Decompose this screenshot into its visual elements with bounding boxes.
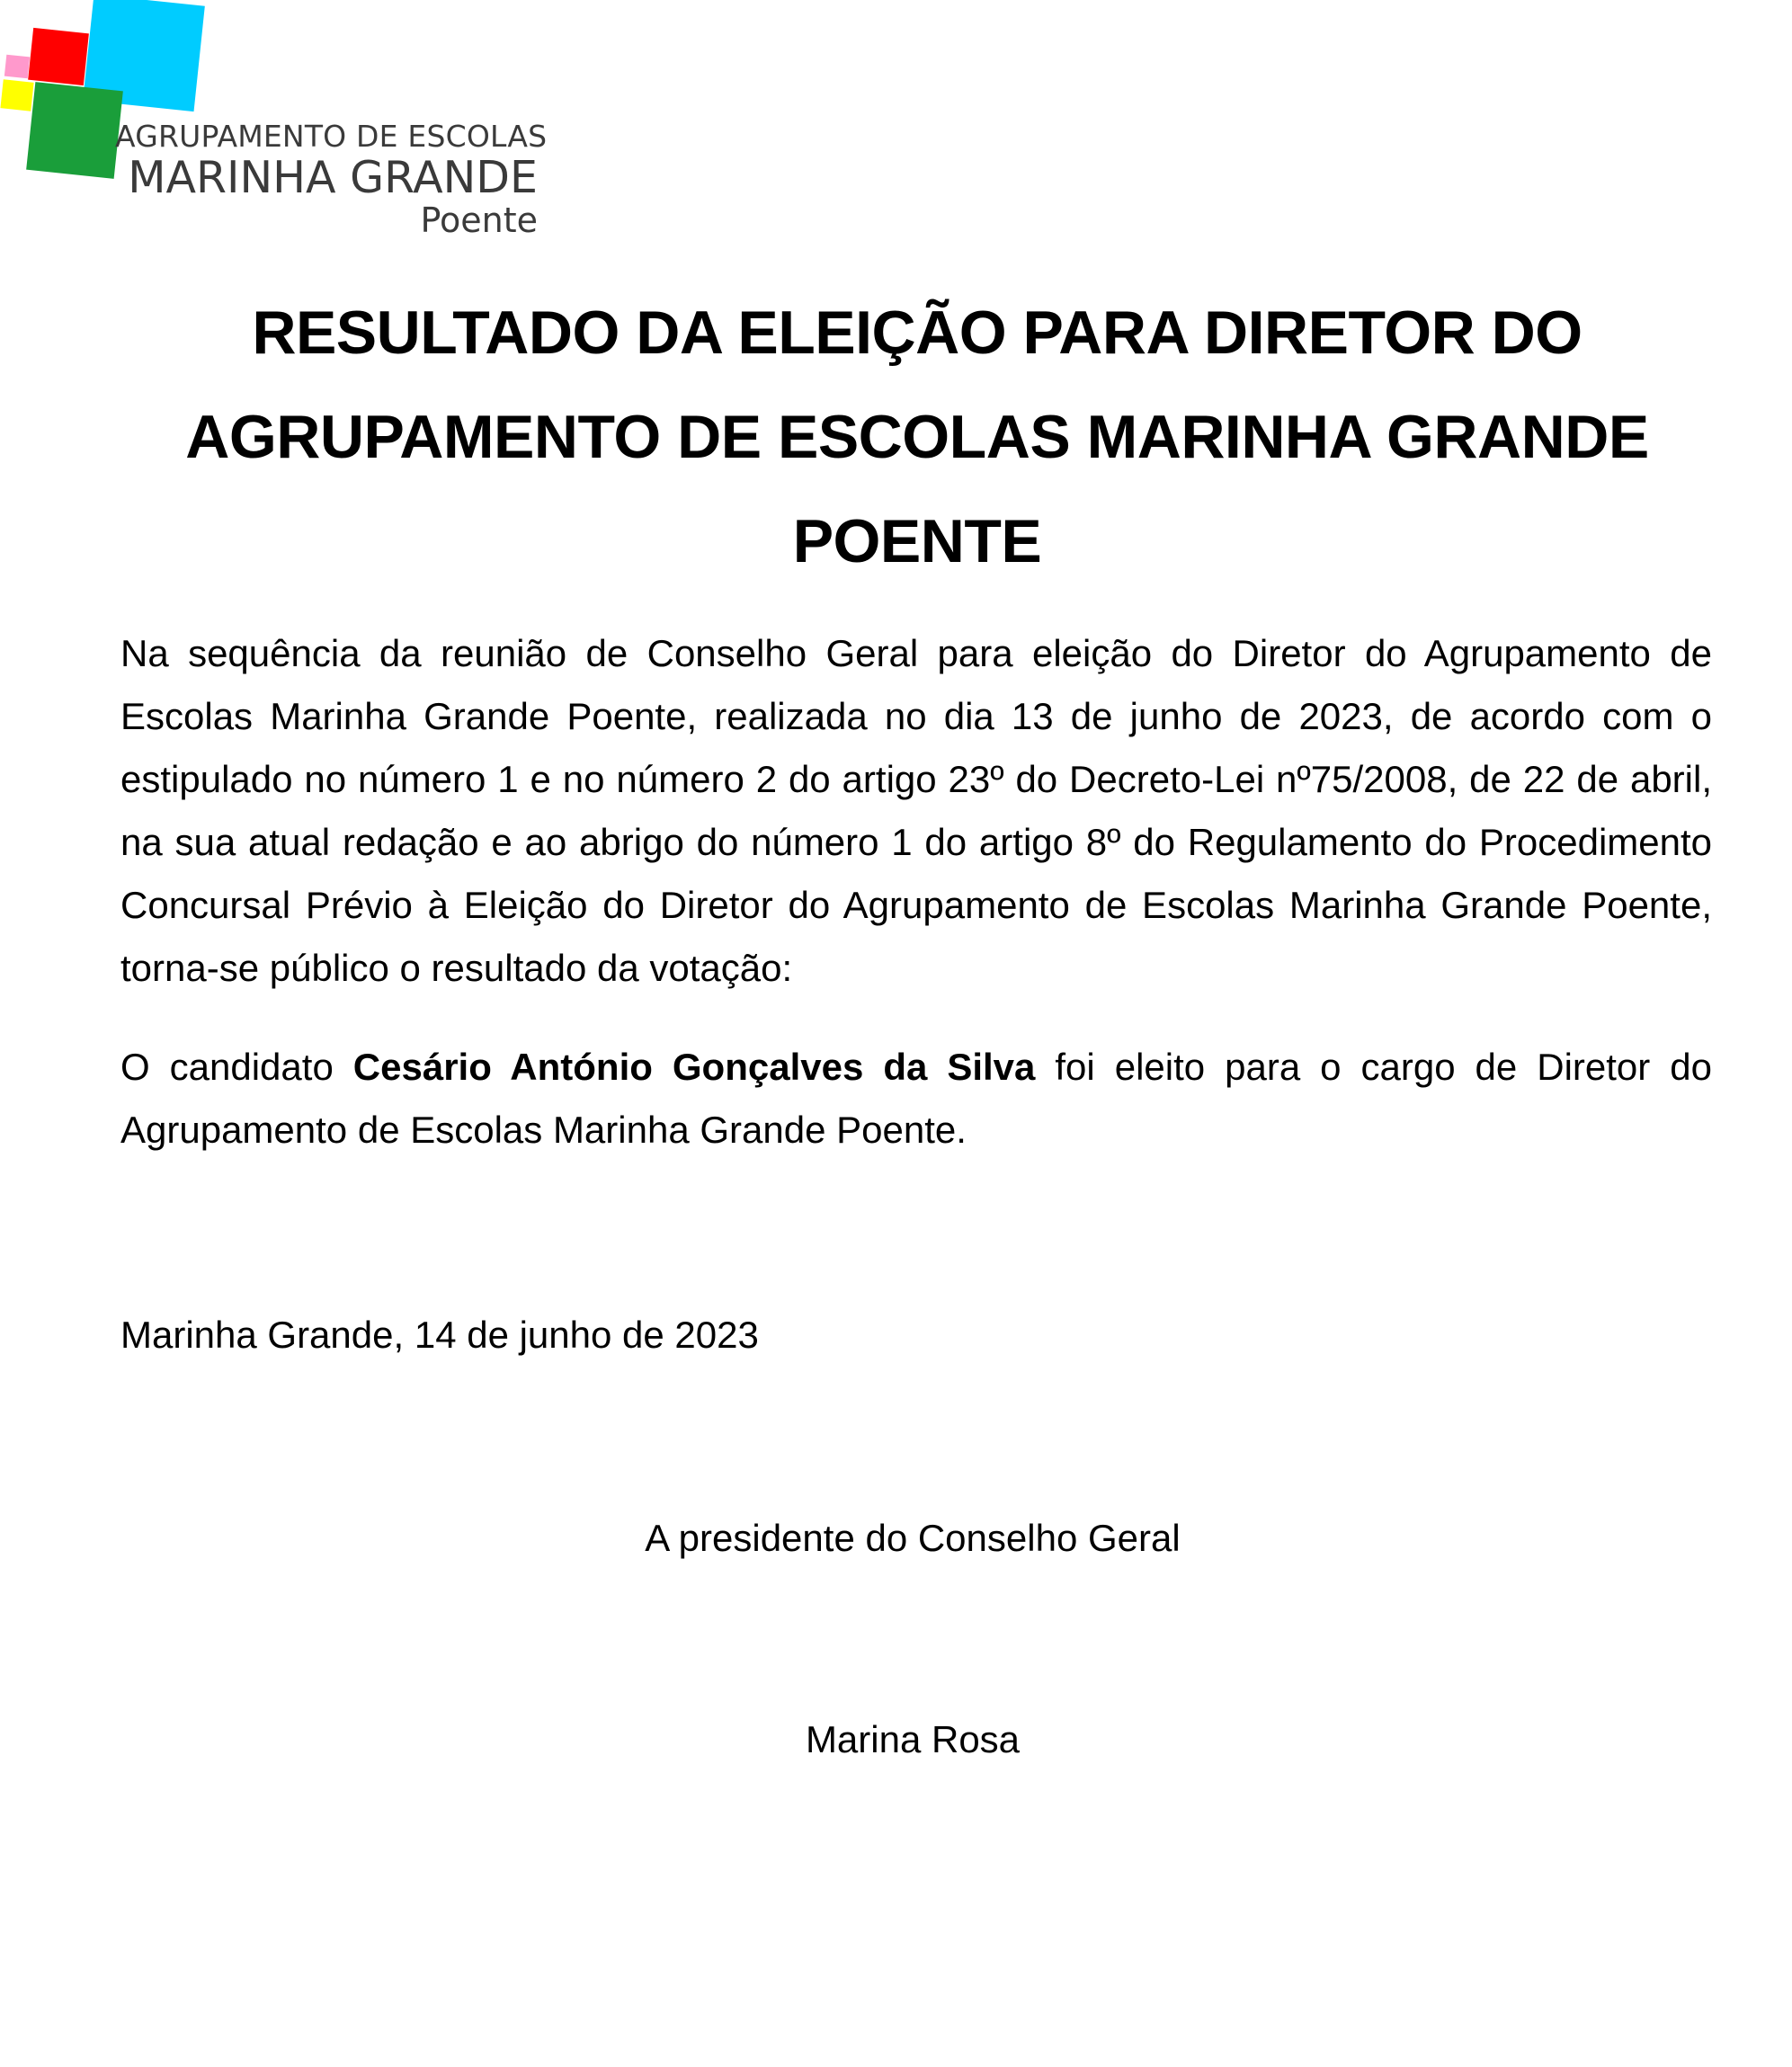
candidate-name: Cesário António Gonçalves da Silva (352, 1046, 1036, 1088)
document-title: RESULTADO DA ELEIÇÃO PARA DIRETOR DO AGRUPAMENTO DE ESCOLAS MARINHA GRANDE POENTE (185, 298, 1649, 575)
announcement-paragraph: Na sequência da reunião de Conselho Geral para eleição do Diretor do Agrupamento de Escolas Marinha Grande Poente, realizada no dia 13 de junho de 2023, de acordo com o estipulado no número 1 e no número 2 do artigo 23º do Decreto-Lei nº75/2008, de 22 de abril, na sua atual redação e ao abrigo do número 1 do artigo 8º do Regulamento do Procedimento Concursal Prévio à Eleição do Diretor do Agrupamento de Escolas Marinha Grande Poente, torna-se público o resultado da votação: (120, 632, 1712, 989)
place-date: Marinha Grande, 14 de junho de 2023 (120, 1314, 759, 1356)
logo-line-marinha-grande: MARINHA GRANDE (128, 152, 538, 203)
school-logo (0, 0, 557, 243)
result-paragraph (120, 1036, 1712, 1162)
signatory-name: Marina Rosa (805, 1718, 1021, 1760)
logo-line-agrupamento: AGRUPAMENTO DE ESCOLAS (115, 119, 548, 154)
logo-line-poente: Poente (420, 200, 538, 240)
result-text-before: O candidato (120, 1046, 353, 1088)
document-body (120, 622, 1712, 1162)
logo-wordmark (115, 119, 548, 240)
result-text-after: foi eleito para o cargo de Diretor do Agrupamento de Escolas Marinha Grande Poente. (120, 1046, 1712, 1151)
signatory-role: A presidente do Conselho Geral (645, 1517, 1181, 1559)
